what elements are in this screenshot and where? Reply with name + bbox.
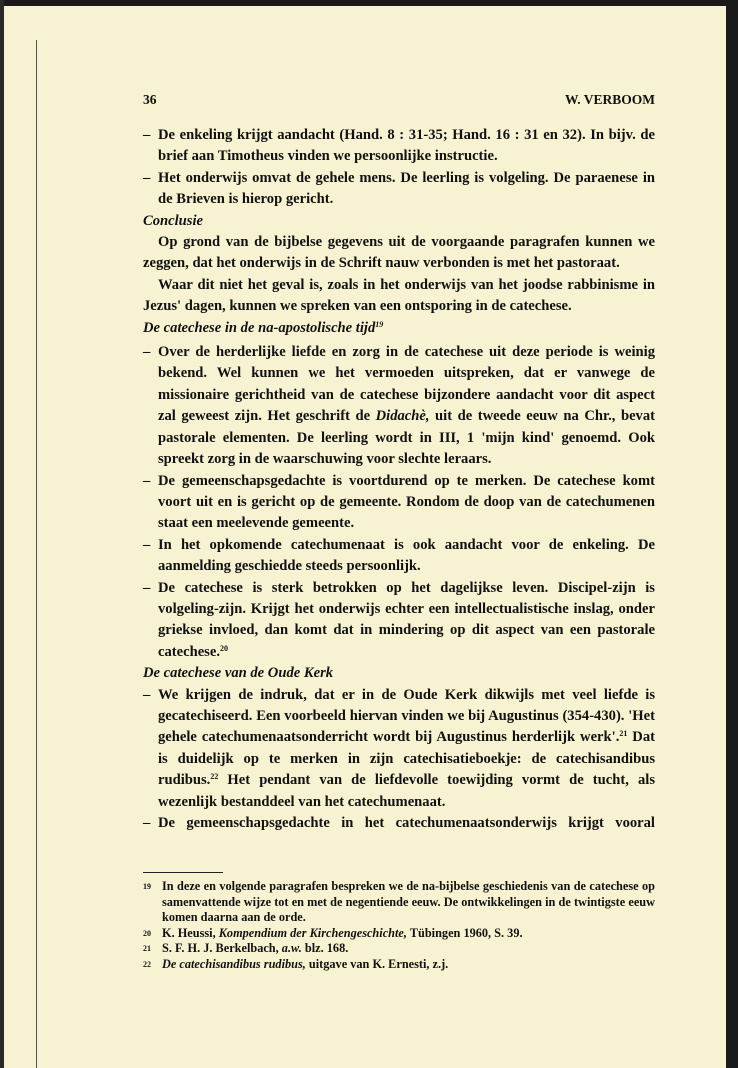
paragraph: Op grond van de bijbelse gegevens uit de voorgaande paragrafen kunnen we zeggen, dat het onderwijs in de Schrift nauw verbonden is met het pastoraat. <box>143 234 655 272</box>
text-run: De catechese is sterk betrokken op het dagelijkse leven. Discipel-zijn is volgeling-zijn. Krijgt het onderwijs echter een intellectualistische inslag, onder griekse invloed, dan komt dat in mindering op dit aspect van een pastorale catechese. <box>158 579 655 660</box>
italic-title: Kompendium der Kirchengeschichte, <box>218 925 407 940</box>
footnote-ref: 19 <box>375 319 384 329</box>
list-item <box>143 813 655 834</box>
list-item <box>143 342 655 470</box>
text-run: K. Heussi, <box>162 925 219 940</box>
list-item <box>143 471 655 535</box>
section-heading-oude-kerk: De catechese van de Oude Kerk <box>143 665 334 682</box>
dash-marker: – <box>143 579 151 596</box>
text-run: uitgave van K. Ernesti, z.j. <box>305 956 449 971</box>
page-number: 36 <box>143 92 157 107</box>
list-item-text <box>158 578 655 664</box>
footnote-number: 21 <box>143 944 151 954</box>
text-run: S. F. H. J. Berkelbach, <box>162 941 282 956</box>
list-item-text: De enkeling krijgt aandacht (Hand. 8 : 31-35; Hand. 16 : 31 en 32). In bijv. de brief aan Timotheus vinden we persoonlijke instructie. <box>158 127 655 165</box>
running-header <box>143 92 655 108</box>
footnote-ref: 20 <box>220 643 228 653</box>
list-item <box>143 578 655 664</box>
dash-marker: – <box>143 169 151 186</box>
scan-border-right <box>726 0 738 1068</box>
italic-title: Didachè, <box>375 408 430 425</box>
text-run: blz. 168. <box>301 941 349 956</box>
italic-title: De catechisandibus rudibus, <box>162 956 306 971</box>
footnote-19 <box>143 879 655 926</box>
footnote-text <box>162 926 655 942</box>
section-heading-conclusie: Conclusie <box>143 212 204 229</box>
text-run: uit de tweede eeuw na Chr., bevat pastorale elementen. De leerling wordt in III, 1 'mijn kind' genoemd. Ook spreekt zorg in de waarschuwing voor slechte leraars. <box>158 408 655 468</box>
list-item-text <box>158 342 655 470</box>
dash-marker: – <box>143 472 151 489</box>
text-run: Dat is duidelijk op te merken in zijn catechisatieboekje: de catechisandibus rudibus. <box>158 729 655 789</box>
list-item-text: De gemeenschapsgedachte is voortdurend op te merken. De catechese komt voort uit en is gericht op de gemeente. Rondom de doop van de catechumenen staat een meelevende gemeente. <box>158 472 655 532</box>
footnotes <box>143 879 655 973</box>
dash-marker: – <box>143 815 151 831</box>
list-item-text: In het opkomende catechumenaat is ook aandacht voor de enkeling. De aanmelding geschiedde steeds persoonlijk. <box>158 536 655 575</box>
section-heading-na-apostolisch <box>143 318 655 339</box>
list-item <box>143 685 655 813</box>
list-item <box>143 125 655 168</box>
footnote-ref: 21 <box>619 729 628 739</box>
heading-text: De catechese in de na-apostolische tijd <box>143 319 376 336</box>
footnote-number: 19 <box>143 882 151 891</box>
footnote-text <box>162 957 655 973</box>
scan-margin-line <box>36 40 37 1068</box>
dash-marker: – <box>143 127 151 143</box>
footnote-text: In deze en volgende paragrafen bespreken we de na-bijbelse geschiedenis van de catechese op samenvattende wijze tot en met de negentiende eeuw. De ontwikkelingen in de twintigste eeuw komen daarna aan de orde. <box>162 879 655 925</box>
footnote-text <box>162 941 655 957</box>
dash-marker: – <box>143 344 151 361</box>
footnote-20 <box>143 926 655 942</box>
footnote-divider <box>143 872 223 873</box>
paragraph: Waar dit niet het geval is, zoals in het onderwijs van het joodse rabbinisme in Jezus' dagen, kunnen we spreken van een ontsporing in de catechese. <box>143 276 655 315</box>
footnote-22 <box>143 957 655 973</box>
footnote-ref: 22 <box>210 772 219 782</box>
list-item <box>143 535 655 578</box>
list-item-text: De gemeenschapsgedachte in het catechumenaatsonderwijs krijgt vooral <box>158 815 655 831</box>
list-item-text: Het onderwijs omvat de gehele mens. De leerling is volgeling. De paraenese in de Brieven is hierop gericht. <box>158 169 655 208</box>
text-run: Over de herderlijke liefde en zorg in de catechese uit deze periode is weinig bekend. Wel kunnen we het vermoeden uitspreken, dat er vanwege de missionaire gerichtheid van de catechese bijzondere aandacht voor dit aspect zal geweest zijn. Het geschrift de <box>158 344 655 425</box>
text-run: Het pendant van de liefdevolle toewijding vormt de tucht, als wezenlijk bestanddeel van het catechumenaat. <box>158 772 655 810</box>
list-item-text <box>158 685 655 813</box>
text-run: We krijgen de indruk, dat er in de Oude Kerk dikwijls met veel liefde is gecatechiseerd. Een voorbeeld hiervan vinden we bij Augustinus (354-430). 'Het gehele catechumenaatsonderricht wordt bij Augustinus herderlijk werk'. <box>158 686 655 746</box>
text-run: Tübingen 1960, S. 39. <box>406 925 523 940</box>
running-title: W. VERBOOM <box>564 92 655 107</box>
footnote-number: 22 <box>143 959 151 969</box>
italic-title: a.w. <box>281 941 302 956</box>
dash-marker: – <box>143 686 151 703</box>
footnote-number: 20 <box>143 928 151 938</box>
dash-marker: – <box>143 536 151 553</box>
list-item <box>143 168 655 211</box>
page-body <box>143 125 655 834</box>
footnote-21 <box>143 941 655 957</box>
